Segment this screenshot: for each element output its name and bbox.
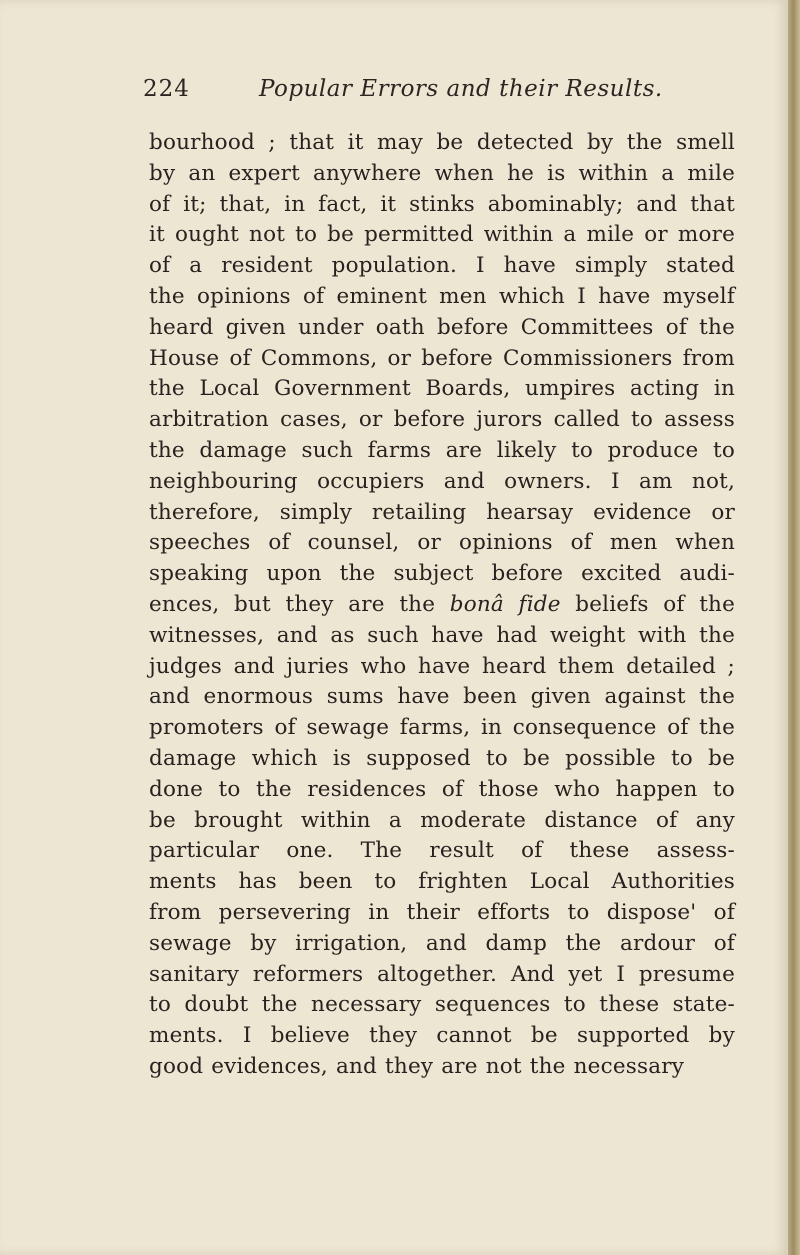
text-line: damage which is supposed to be possible to be (149, 745, 735, 771)
running-title: Popular Errors and their Results. (259, 76, 663, 102)
text-line: sanitary reformers altogether. And yet I presume (149, 961, 735, 987)
text-line: speeches of counsel, or opinions of men when (149, 530, 735, 556)
text-line: witnesses, and as such have had weight with the (149, 622, 735, 648)
text-line: therefore, simply retailing hearsay evidence or (149, 499, 735, 525)
text-line: be brought within a moderate distance of any (149, 807, 735, 833)
text-segment: ences, but they are the (149, 591, 450, 617)
running-head (143, 76, 743, 116)
text-segment: beliefs of the (560, 591, 736, 617)
text-line: of a resident population. I have simply stated (149, 253, 735, 279)
italic-phrase: bonâ fide (449, 591, 561, 617)
text-line: judges and juries who have heard them detailed ; (149, 653, 735, 679)
text-line: sewage by irrigation, and damp the ardour of (149, 930, 735, 956)
text-line: House of Commons, or before Commissioners from (149, 345, 735, 371)
text-line: particular one. The result of these assess- (149, 838, 735, 864)
text-line: and enormous sums have been given against the (149, 684, 735, 710)
page-edge (788, 0, 800, 1255)
text-line: by an expert anywhere when he is within a mile (149, 160, 735, 186)
text-line: ments. I believe they cannot be supported by (149, 1023, 735, 1049)
text-line: arbitration cases, or before jurors called to assess (149, 407, 735, 433)
text-line: the opinions of eminent men which I have myself (149, 283, 735, 309)
text-line: it ought not to be permitted within a mile or more (149, 222, 735, 248)
text-line: promoters of sewage farms, in consequence of the (149, 715, 735, 741)
text-line: ments has been to frighten Local Authorities (149, 869, 735, 895)
text-line: to doubt the necessary sequences to these state- (149, 992, 735, 1018)
text-line: the Local Government Boards, umpires acting in (149, 376, 735, 402)
text-line: speaking upon the subject before excited audi- (149, 561, 735, 587)
page-number: 224 (143, 76, 190, 102)
text-line: bourhood ; that it may be detected by the smell (149, 130, 735, 155)
body-text (149, 128, 735, 1083)
text-line: done to the residences of those who happen to (149, 776, 735, 802)
text-line: good evidences, and they are not the necessary (149, 1053, 685, 1079)
text-line: of it; that, in fact, it stinks abominably; and that (149, 191, 735, 217)
text-line: from persevering in their efforts to dispose' of (149, 899, 735, 925)
text-line-with-italic (149, 590, 735, 621)
text-line: neighbouring occupiers and owners. I am not, (149, 468, 735, 494)
text-line: heard given under oath before Committees of the (149, 314, 735, 340)
text-line: the damage such farms are likely to produce to (149, 437, 735, 463)
